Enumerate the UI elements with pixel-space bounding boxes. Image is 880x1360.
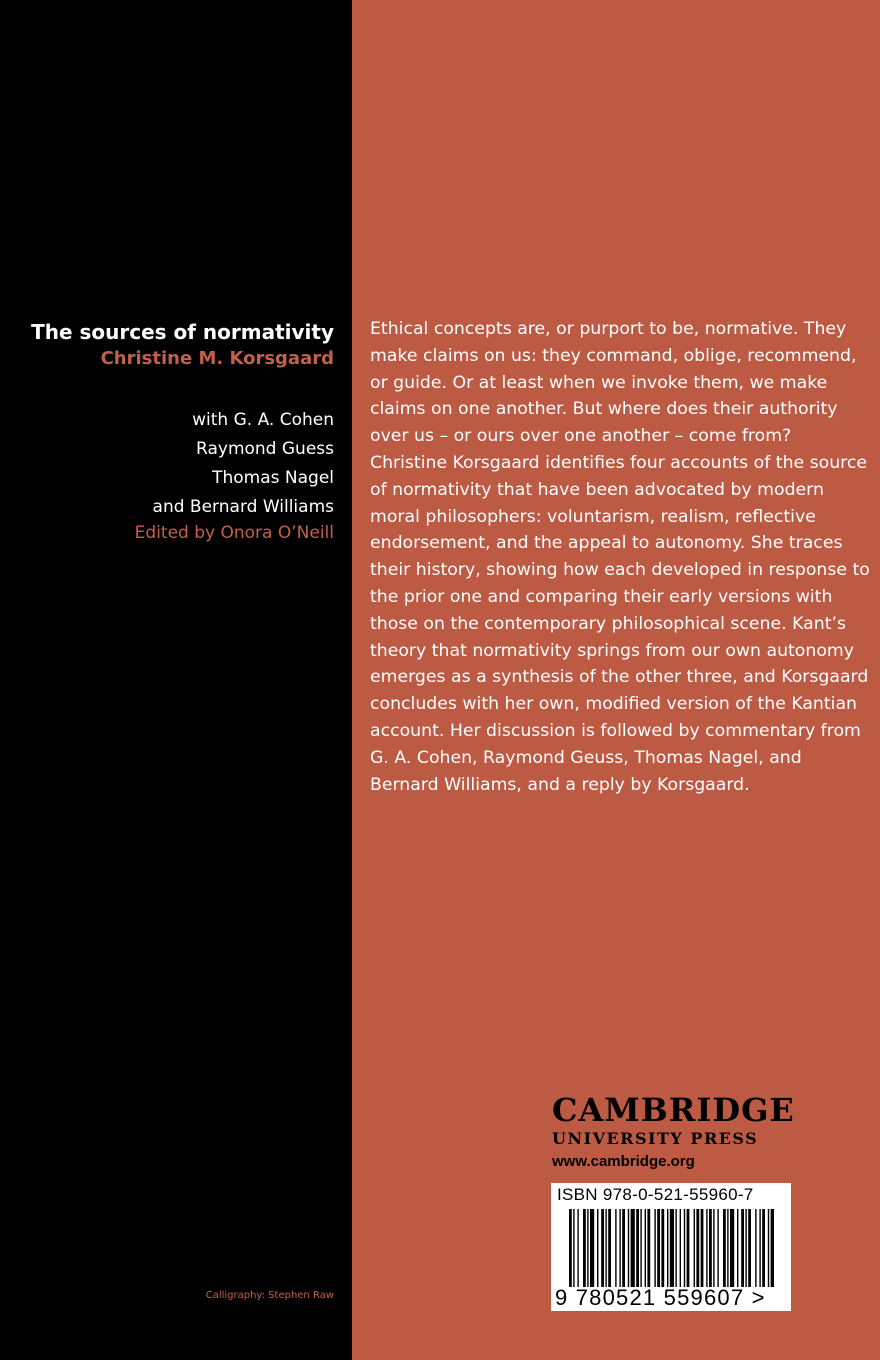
barcode-bar: [657, 1209, 660, 1287]
barcode-bar: [696, 1209, 699, 1287]
barcode-bar: [741, 1209, 744, 1287]
barcode-bar: [745, 1209, 746, 1287]
barcode-bar: [771, 1209, 774, 1287]
contributor-line: Raymond Guess: [196, 439, 334, 459]
barcode-bar: [628, 1209, 629, 1287]
right-terracotta-panel: [352, 0, 880, 1360]
barcode-bar: [608, 1209, 611, 1287]
barcode-bar: [768, 1209, 769, 1287]
barcode-bar: [645, 1209, 646, 1287]
book-description: Ethical concepts are, or purport to be, normative. They make claims on us: they command, oblige, recommend, or guide. Or at least when we invoke them, we make claims on one another. But where does their authority over us – or ours over one another – come from? Christine Korsgaard identifies four accounts of the source of normativity that have been advocated by modern moral philosophers: voluntarism, realism, reflective endorsement, and the appeal to autonomy. She traces their history, showing how each developed in response to the prior one and comparing their early versions with those on the contemporary philosophical scene. Kant’s theory that normativity springs from our own autonomy emerges as a synthesis of the other three, and Korsgaard concludes with her own, modified version of the Kantian account. Her discussion is followed by commentary from G. A. Cohen, Raymond Geuss, Thomas Nagel, and Bernard Williams, and a reply by Korsgaard.: [370, 319, 870, 795]
barcode-bar: [737, 1209, 738, 1287]
barcode-label: [551, 1183, 791, 1311]
publisher-name: CAMBRIDGE: [552, 1091, 795, 1129]
contributor-line: with G. A. Cohen: [192, 410, 334, 430]
barcode-bar: [694, 1209, 695, 1287]
contributor-line: Thomas Nagel: [212, 468, 334, 488]
barcode-bar: [577, 1209, 578, 1287]
barcode-bar: [748, 1209, 751, 1287]
barcode-bar: [661, 1209, 664, 1287]
barcode-bar: [675, 1209, 676, 1287]
barcode-bar: [631, 1209, 635, 1287]
publisher-subname: UNIVERSITY PRESS: [552, 1129, 759, 1148]
barcode-bar: [701, 1209, 704, 1287]
barcode-bar: [573, 1209, 574, 1287]
barcode-image: [569, 1209, 774, 1287]
barcode-bar: [636, 1209, 639, 1287]
barcode-bar: [640, 1209, 641, 1287]
barcode-bar: [755, 1209, 756, 1287]
barcode-bar: [619, 1209, 620, 1287]
barcode-bar: [706, 1209, 707, 1287]
barcode-bar: [680, 1209, 681, 1287]
barcode-bar: [687, 1209, 690, 1287]
barcode-bar: [587, 1209, 588, 1287]
barcode-bar: [759, 1209, 760, 1287]
book-title: The sources of normativity: [31, 320, 334, 344]
barcode-bar: [713, 1209, 714, 1287]
barcode-bar: [615, 1209, 616, 1287]
barcode-bar: [667, 1209, 668, 1287]
barcode-bar: [601, 1209, 604, 1287]
isbn-text: ISBN 978-0-521-55960-7: [557, 1185, 754, 1204]
author-name: Christine M. Korsgaard: [100, 348, 334, 369]
contributors-list: [153, 406, 334, 522]
contributor-line: and Bernard Williams: [152, 497, 334, 517]
barcode-bar: [605, 1209, 606, 1287]
barcode-bar: [569, 1209, 572, 1287]
publisher-url: www.cambridge.org: [552, 1153, 695, 1170]
barcode-bar: [597, 1209, 598, 1287]
barcode-bar: [583, 1209, 586, 1287]
barcode-bar: [762, 1209, 765, 1287]
barcode-bar: [647, 1209, 650, 1287]
publisher-logo: [552, 1092, 872, 1174]
barcode-bar: [717, 1209, 718, 1287]
left-black-panel: [0, 0, 352, 1360]
barcode-bar: [622, 1209, 625, 1287]
barcode-digits: 9 780521 559607 >: [555, 1285, 766, 1310]
barcode-bar: [723, 1209, 726, 1287]
barcode-bar: [654, 1209, 655, 1287]
barcode-bar: [670, 1209, 674, 1287]
barcode-bar: [709, 1209, 712, 1287]
barcode-bar: [684, 1209, 685, 1287]
barcode-bar: [730, 1209, 734, 1287]
barcode-bar: [727, 1209, 728, 1287]
barcode-bar: [590, 1209, 594, 1287]
editor-credit: Edited by Onora O’Neill: [134, 523, 334, 543]
calligraphy-credit: Calligraphy: Stephen Raw: [205, 1290, 334, 1301]
